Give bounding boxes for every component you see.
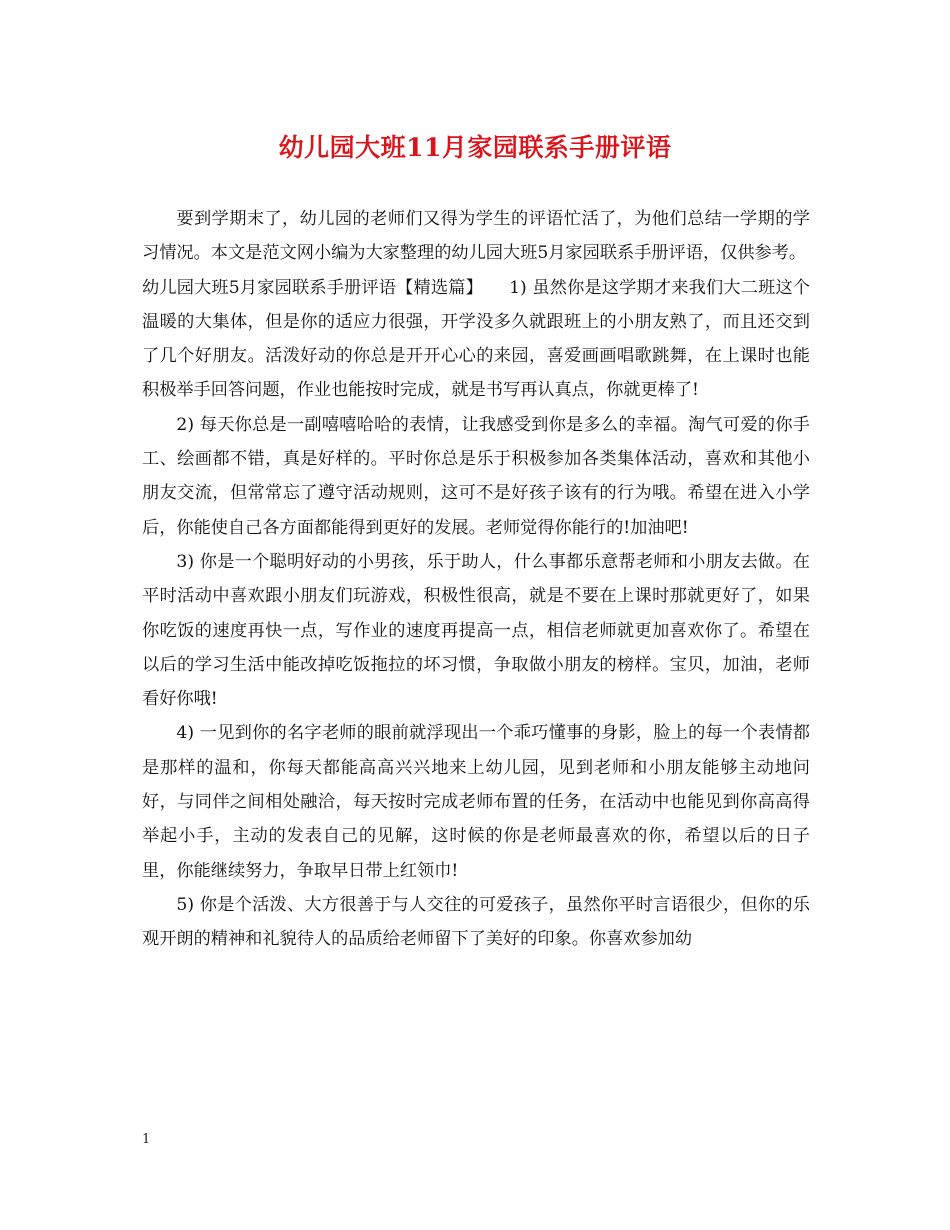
paragraph: 4) 一见到你的名字老师的眼前就浮现出一个乖巧懂事的身影，脸上的每一个表情都是那样的温和，你每天都能高高兴兴地来上幼儿园，见到老师和小朋友能够主动地问好，与同伴之间相处融洽，每天按时完成老师布置的任务，在活动中也能见到你高高得举起小手，主动的发表自己的见解，这时候的你是老师最喜欢的你，希望以后的日子里，你能继续努力，争取早日带上红领巾! [142, 723, 810, 881]
paragraph: 要到学期末了，幼儿园的老师们又得为学生的评语忙活了，为他们总结一学期的学习情况。本文是范文网小编为大家整理的幼儿园大班5月家园联系手册评语，仅供参考。 [142, 209, 810, 264]
paragraph: 2) 每天你总是一副嘻嘻哈哈的表情，让我感受到你是多么的幸福。淘气可爱的你手工、绘画都不错，真是好样的。平时你总是乐于积极参加各类集体活动，喜欢和其他小朋友交流，但常常忘了遵守活动规则，这可不是好孩子该有的行为哦。希望在进入小学后，你能使自己各方面都能得到更好的发展。老师觉得你能行的!加油吧! [142, 414, 810, 538]
document-body [142, 202, 810, 957]
paragraph: 幼儿园大班5月家园联系手册评语【精选篇】 1) 虽然你是这学期才来我们大二班这个温暖的大集体，但是你的适应力很强，开学没多久就跟班上的小朋友熟了，而且还交到了几个好朋友。活泼好动的你总是开开心心的来园，喜爱画画唱歌跳舞，在上课时也能积极举手回答问题，作业也能按时完成，就是书写再认真点，你就更棒了! [142, 277, 810, 401]
paragraph: 5) 你是个活泼、大方很善于与人交往的可爱孩子，虽然你平时言语很少，但你的乐观开朗的精神和礼貌待人的品质给老师留下了美好的印象。你喜欢参加幼 [142, 894, 810, 950]
document-title: 幼儿园大班11月家园联系手册评语 [278, 133, 672, 162]
paragraph: 3) 你是一个聪明好动的小男孩，乐于助人，什么事都乐意帮老师和小朋友去做。在平时活动中喜欢跟小朋友们玩游戏，积极性很高，就是不要在上课时那就更好了，如果你吃饭的速度再快一点，写作业的速度再提高一点，相信老师就更加喜欢你了。希望在以后的学习生活中能改掉吃饭拖拉的坏习惯，争取做小朋友的榜样。宝贝，加油，老师看好你哦! [142, 551, 810, 710]
page-number: 1 [142, 1132, 151, 1147]
